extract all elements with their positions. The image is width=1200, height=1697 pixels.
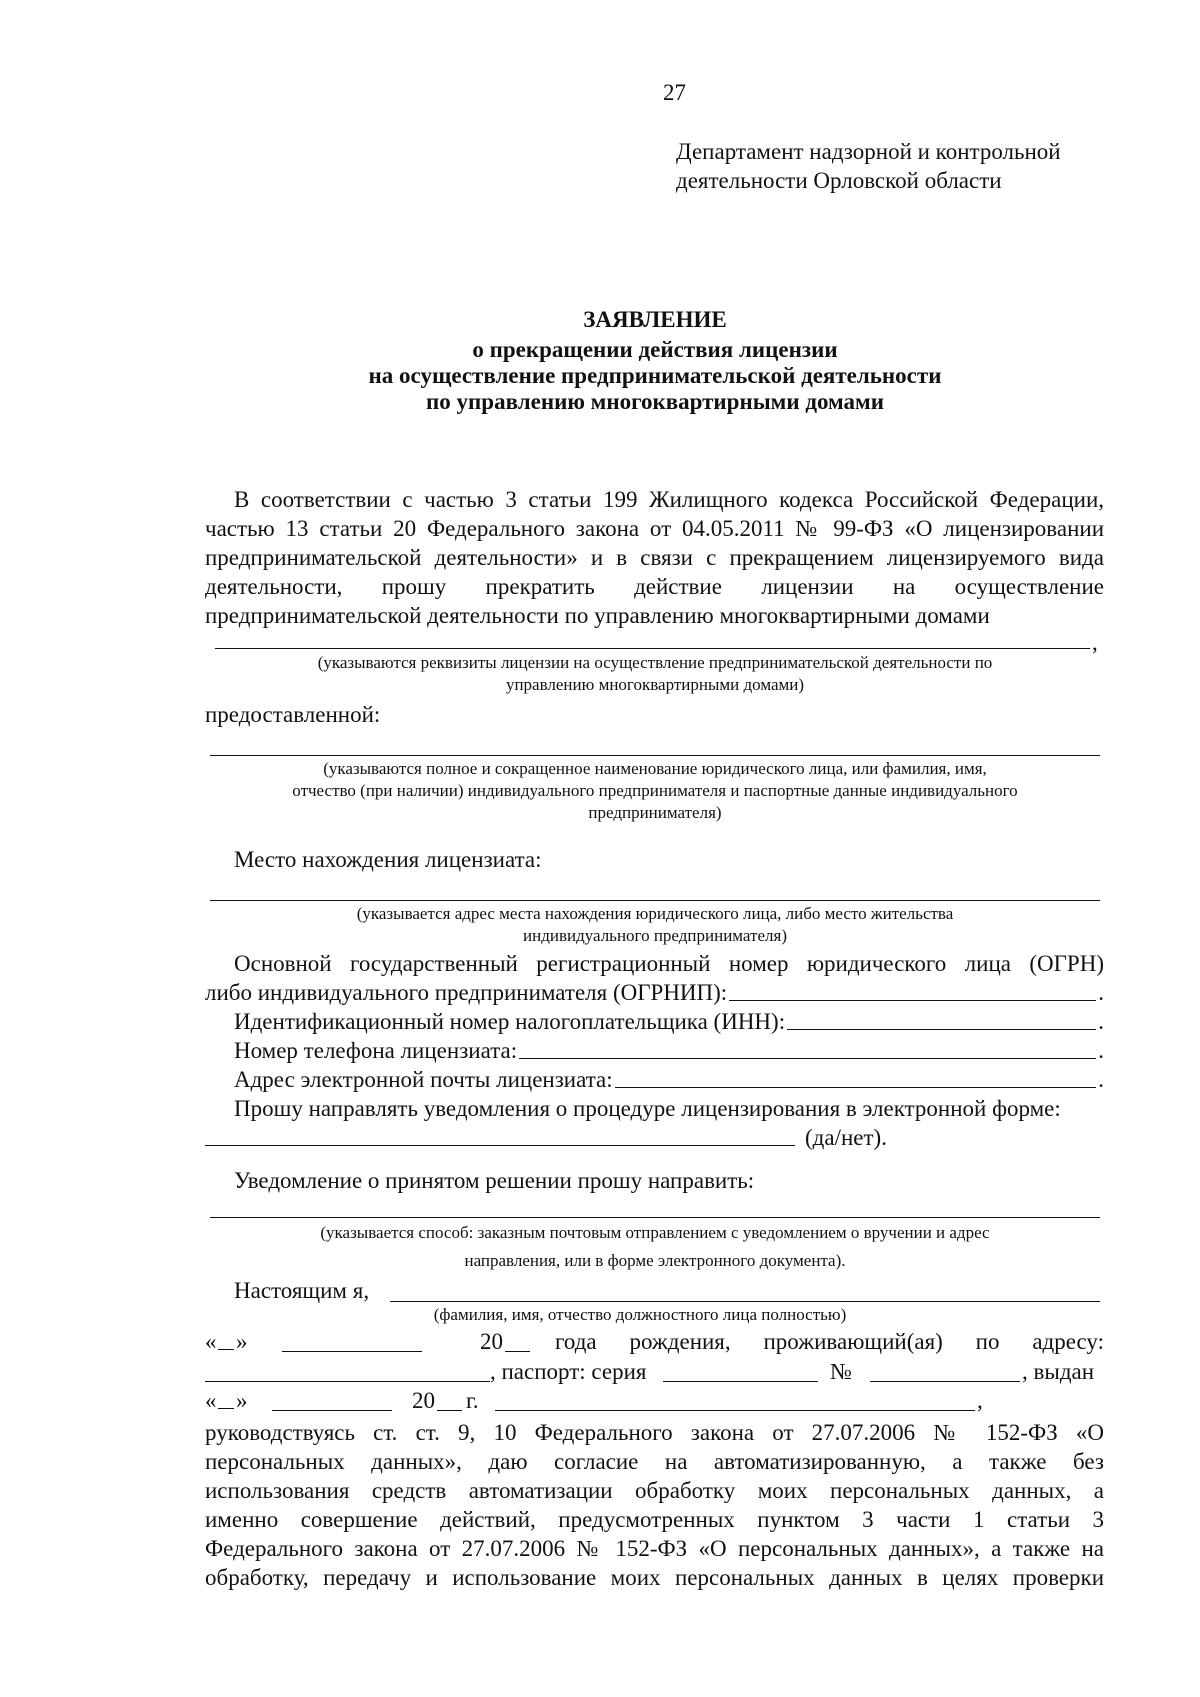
issuing-authority-field[interactable] [495, 1410, 975, 1411]
passport-number-field[interactable] [870, 1381, 1020, 1382]
ogrn-label: либо индивидуального предпринимателя (ОГРНИП): [205, 980, 728, 1005]
phone-label: Номер телефона лицензиата: [234, 1038, 518, 1063]
birth-day-close-quote: » [236, 1329, 248, 1354]
issue-day-close-quote: » [236, 1388, 248, 1413]
ogrn-line-1: Основной государственный регистрационный номер юридического лица (ОГРН) [234, 951, 1104, 976]
consent-line-6: обработку, передачу и использование моих персональных данных в целях проверки [205, 1565, 1104, 1590]
official-name-field[interactable] [390, 1301, 1100, 1302]
issue-year-suffix: г. [466, 1388, 479, 1413]
page-number: 27 [663, 80, 686, 105]
intro-line-1: В соответствии с частью 3 статьи 199 Жилищного кодекса Российской Федерации, [234, 487, 1104, 512]
passport-issued-label: , выдан [1022, 1359, 1095, 1384]
intro-line-4: деятельности, прошу прекратить действие лицензии на осуществление [205, 574, 1104, 599]
email-label: Адрес электронной почты лицензиата: [234, 1067, 613, 1092]
residence-address-field[interactable] [205, 1381, 490, 1382]
passport-number-sign: № [830, 1359, 852, 1384]
yes-no-hint: (да/нет). [805, 1125, 887, 1150]
license-requisites-field[interactable] [215, 648, 1090, 649]
official-name-hint: (фамилия, имя, отчество должностного лица полностью) [433, 1305, 847, 1324]
passport-series-field[interactable] [663, 1381, 818, 1382]
electronic-form-label: Прошу направлять уведомления о процедуре лицензирования в электронной форме: [234, 1096, 1061, 1121]
licensee-hint-line-2: отчество (при наличии) индивидуального предпринимателя и паспортные данные индивидуального [292, 781, 1018, 800]
consent-line-2: персональных данных», даю согласие на автоматизированную, а также без [205, 1449, 1104, 1474]
inn-label: Идентификационный номер налогоплательщика (ИНН): [234, 1009, 786, 1034]
email-field[interactable] [615, 1086, 1097, 1088]
decision-hint-line-2: направления, или в форме электронного документа). [464, 1251, 846, 1270]
location-field[interactable] [210, 900, 1100, 901]
consent-line-3: использования средств автоматизации обработку моих персональных данных, а [205, 1478, 1104, 1503]
birth-year-prefix: 20 [480, 1329, 503, 1354]
hereby-label: Настоящим я, [234, 1278, 370, 1303]
electronic-form-field[interactable] [205, 1145, 795, 1146]
birth-residence-text: года рождения, проживающий(ая) по адресу: [555, 1329, 1104, 1354]
licensee-hint-line-1: (указываются полное и сокращенное наименование юридического лица, или фамилия, имя, [323, 759, 987, 778]
document-title: ЗАЯВЛЕНИЕ [583, 307, 727, 332]
consent-line-4: именно совершение действий, предусмотренных пунктом 3 части 1 статьи 3 [205, 1507, 1104, 1532]
license-hint-line-1: (указываются реквизиты лицензии на осуществление предпринимательской деятельности по [317, 653, 993, 672]
issue-month-field[interactable] [272, 1410, 392, 1411]
licensee-name-field[interactable] [210, 755, 1100, 756]
decision-hint-line-1: (указывается способ: заказным почтовым отправлением с уведомлением о вручении и адрес [320, 1223, 990, 1242]
birth-month-field[interactable] [282, 1351, 422, 1352]
birth-day-field[interactable] [218, 1327, 234, 1350]
birth-day-open-quote: « [205, 1329, 217, 1354]
issue-comma: , [977, 1388, 983, 1413]
provided-label: предоставленной: [205, 702, 381, 727]
location-label: Место нахождения лицензиата: [234, 847, 542, 872]
phone-field[interactable] [519, 1057, 1096, 1059]
title-line-2: на осуществление предпринимательской деятельности [368, 363, 942, 388]
consent-line-1: руководствуясь ст. ст. 9, 10 Федерального закона от 27.07.2006 № 152-ФЗ «О [205, 1420, 1104, 1445]
license-hint-line-2: управлению многоквартирными домами) [505, 675, 805, 694]
birth-year-field[interactable] [505, 1351, 530, 1352]
decision-method-field[interactable] [210, 1217, 1100, 1218]
issue-day-field[interactable] [218, 1386, 234, 1409]
passport-series-label: , паспорт: серия [490, 1359, 647, 1384]
intro-line-2: частью 13 статьи 20 Федерального закона от 04.05.2011 № 99-ФЗ «О лицензировании [205, 516, 1104, 541]
location-hint-line-2: индивидуального предпринимателя) [523, 926, 787, 945]
title-line-1: о прекращении действия лицензии [472, 337, 838, 362]
licensee-hint-line-3: предпринимателя) [588, 803, 722, 822]
consent-line-5: Федерального закона от 27.07.2006 № 152-ФЗ «О персональных данных», а также на [205, 1536, 1104, 1561]
ogrn-field[interactable] [729, 999, 1096, 1001]
license-comma: , [1092, 630, 1098, 655]
intro-line-3: предпринимательской деятельности» и в связи с прекращением лицензируемого вида [205, 545, 1104, 570]
inn-field[interactable] [787, 1028, 1096, 1030]
title-line-3: по управлению многоквартирными домами [426, 389, 884, 414]
issue-day-open-quote: « [205, 1388, 217, 1413]
issue-year-field[interactable] [437, 1410, 462, 1411]
addressee-line-2: деятельности Орловской области [676, 168, 1002, 193]
issue-year-prefix: 20 [412, 1388, 435, 1413]
addressee-line-1: Департамент надзорной и контрольной [676, 139, 1061, 164]
decision-label: Уведомление о принятом решении прошу направить: [234, 1168, 755, 1193]
location-hint-line-1: (указывается адрес места нахождения юридического лица, либо место жительства [356, 904, 954, 923]
intro-line-5: предпринимательской деятельности по управлению многоквартирными домами [205, 603, 990, 628]
